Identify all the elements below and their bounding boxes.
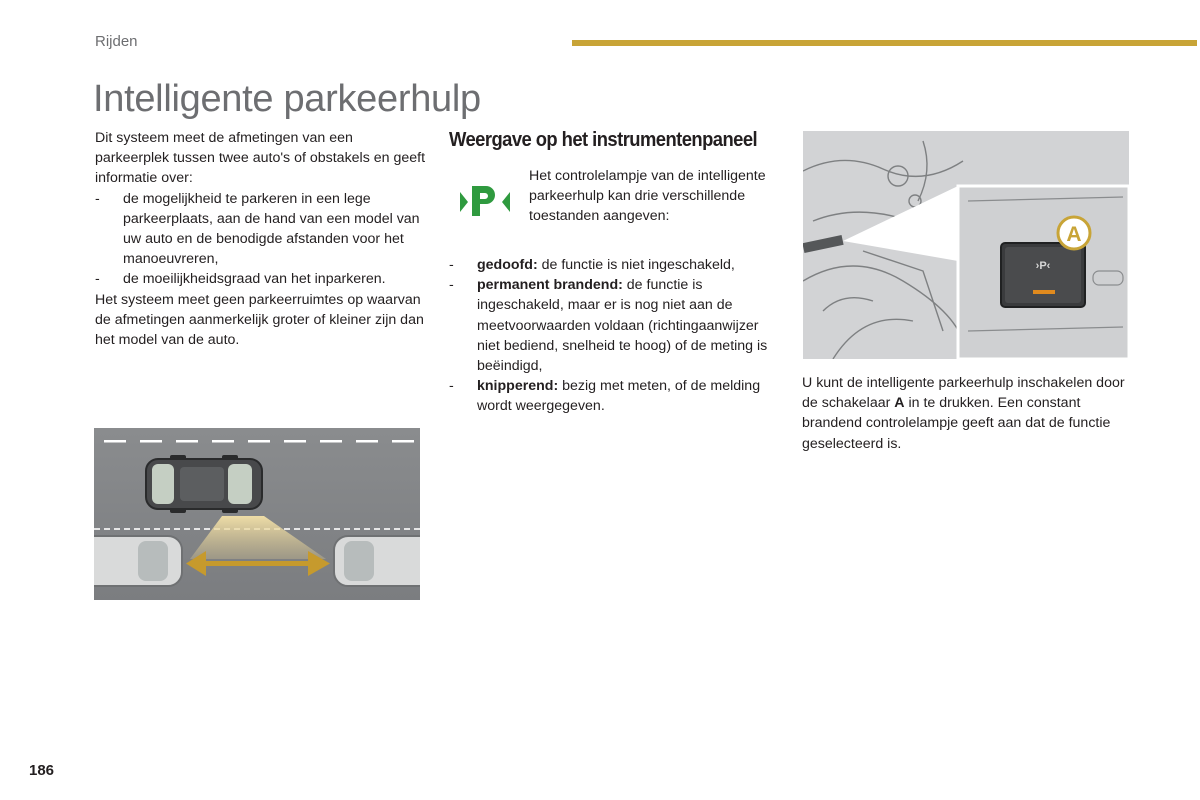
moving-car bbox=[146, 455, 262, 513]
switch-description bbox=[802, 373, 1132, 454]
state-text: de functie is ingeschakeld, maar er is nog niet aan de meetvoorwaarden voldaan (richtingaanwijzer niet bediend, snelheid te hoog) of de meting is beëindigd, bbox=[477, 277, 768, 375]
park-assist-switch bbox=[1001, 243, 1085, 307]
intro-column bbox=[95, 128, 425, 350]
section-label: Rijden bbox=[95, 33, 138, 50]
list-dash: - bbox=[449, 277, 454, 294]
callout-letter: A bbox=[1066, 223, 1082, 246]
limitation-paragraph: Het systeem meet geen parkeerruimtes op waarvan de afmetingen aanmerkelijk groter of kleiner zijn dan het model van de auto. bbox=[95, 291, 424, 349]
list-item-text: de moeilijkheidsgraad van het inparkeren. bbox=[123, 271, 386, 288]
state-text: de functie is niet ingeschakeld, bbox=[537, 257, 735, 273]
state-text: bezig met meten, of de melding wordt weergegeven. bbox=[477, 378, 761, 415]
list-item bbox=[449, 376, 779, 416]
intro-paragraph: Dit systeem meet de afmetingen van een parkeerplek tussen twee auto's of obstakels en geeft informatie over: bbox=[95, 130, 426, 187]
switch-key: A bbox=[894, 395, 905, 412]
intro-list bbox=[95, 189, 425, 290]
svg-text:›P‹: ›P‹ bbox=[1035, 260, 1051, 272]
switch-text-before: U kunt de intelligente parkeerhulp inschakelen door de schakelaar bbox=[802, 375, 1125, 412]
parked-car-right bbox=[334, 536, 420, 586]
list-item bbox=[95, 189, 425, 270]
indicator-intro: Het controlelampje van de intelligente parkeerhulp kan drie verschillende toestanden aangeven: bbox=[529, 168, 766, 225]
list-dash: - bbox=[95, 271, 100, 288]
state-label: permanent brandend: bbox=[477, 277, 623, 294]
page-title: Intelligente parkeerhulp bbox=[93, 78, 481, 120]
parking-space-illustration bbox=[94, 428, 420, 600]
dashboard-switch-illustration bbox=[803, 131, 1129, 359]
list-item bbox=[449, 255, 779, 275]
list-dash: - bbox=[449, 257, 454, 273]
state-label: knipperend: bbox=[477, 378, 559, 395]
instrument-panel-heading: Weergave op het instrumentenpaneel bbox=[449, 129, 758, 151]
list-dash: - bbox=[95, 190, 100, 207]
header-accent-bar bbox=[572, 40, 1197, 46]
list-dash: - bbox=[449, 378, 454, 395]
park-assist-indicator-icon bbox=[458, 182, 512, 222]
list-item bbox=[95, 269, 425, 289]
switch-text-after: in te drukken. Een constant brandend controlelampje geeft aan dat de functie geselecteerd is. bbox=[802, 395, 1111, 452]
page-number: 186 bbox=[29, 762, 55, 779]
callout-a bbox=[1058, 217, 1090, 249]
parked-car-left bbox=[94, 536, 182, 586]
list-item bbox=[449, 275, 779, 376]
state-label: gedoofd: bbox=[477, 257, 538, 273]
indicator-states-list bbox=[449, 255, 779, 417]
list-item-text: de mogelijkheid te parkeren in een lege parkeerplaats, aan de hand van een model van uw auto en de benodigde afstanden voor het manoeuvreren, bbox=[123, 190, 420, 268]
